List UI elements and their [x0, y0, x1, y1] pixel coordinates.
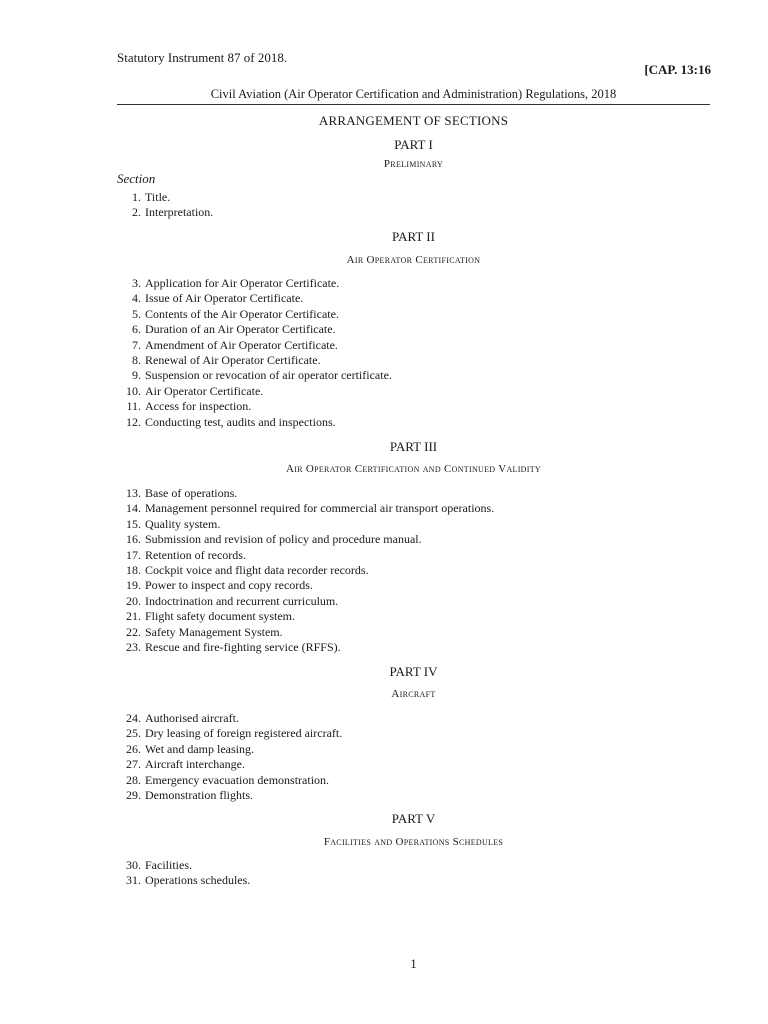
list-item [117, 873, 710, 888]
list-item [117, 548, 710, 563]
section-title: Title. [145, 190, 171, 204]
section-title: Quality system. [145, 516, 221, 531]
section-title: Submission and revision of policy and procedure manual. [145, 532, 422, 547]
list-item [117, 190, 710, 205]
section-number: 30. [126, 858, 141, 872]
list-item [117, 640, 710, 655]
section-column-label: Section [117, 171, 156, 186]
header-rule [117, 104, 710, 105]
list-item [117, 742, 710, 757]
section-number: 11. [126, 399, 141, 414]
section-title: Retention of records. [145, 547, 246, 562]
section-number: 7. [132, 337, 141, 352]
section-title: Cockpit voice and flight data recorder records. [145, 562, 369, 577]
section-number: 16. [126, 532, 141, 547]
section-title: Power to inspect and copy records. [145, 578, 313, 593]
section-number: 22. [126, 624, 141, 639]
part-4-list [117, 711, 710, 803]
section-number: 19. [126, 578, 141, 593]
section-number: 21. [126, 609, 141, 624]
section-title: Contents of the Air Operator Certificate. [145, 306, 339, 321]
list-item [117, 276, 710, 291]
section-number: 14. [126, 501, 141, 516]
section-title: Amendment of Air Operator Certificate. [145, 337, 338, 352]
section-title: Authorised aircraft. [145, 711, 239, 725]
section-title: Dry leasing of foreign registered aircraft. [145, 726, 343, 741]
section-title: Interpretation. [145, 205, 214, 220]
section-title: Emergency evacuation demonstration. [145, 772, 330, 787]
section-number: 18. [126, 562, 141, 577]
part-1-heading: PART I [394, 137, 433, 152]
section-number: 1. [132, 190, 141, 204]
section-title: Application for Air Operator Certificate. [145, 276, 340, 290]
section-number: 20. [126, 593, 141, 608]
list-item [117, 726, 710, 741]
section-number: 6. [132, 322, 141, 337]
section-title: Base of operations. [145, 486, 238, 500]
section-number: 10. [126, 383, 141, 398]
section-title: Demonstration flights. [145, 787, 253, 802]
part-2-list [117, 276, 710, 430]
section-title: Wet and damp leasing. [145, 741, 255, 756]
section-number: 28. [126, 772, 141, 787]
list-item [117, 711, 710, 726]
section-title: Access for inspection. [145, 399, 252, 414]
list-item [117, 773, 710, 788]
section-title: Renewal of Air Operator Certificate. [145, 352, 321, 367]
section-title: Air Operator Certificate. [145, 383, 264, 398]
section-number: 2. [132, 205, 141, 220]
section-number: 8. [132, 352, 141, 367]
section-title: Suspension or revocation of air operator certificate. [145, 368, 392, 383]
part-5-list [117, 858, 710, 889]
section-title: Management personnel required for commercial air transport operations. [145, 501, 495, 516]
section-number: 23. [126, 639, 141, 654]
list-item [117, 399, 710, 414]
part-1-title: Preliminary [383, 158, 444, 170]
list-item [117, 501, 710, 516]
section-title: Rescue and fire-fighting service (RFFS). [145, 639, 341, 654]
list-item [117, 338, 710, 353]
part-3-title: Air Operator Certification and Continued Validity [285, 463, 541, 475]
section-number: 3. [132, 276, 141, 290]
arrangement-heading: ARRANGEMENT OF SECTIONS [318, 113, 509, 128]
list-item [117, 517, 710, 532]
part-2-heading: PART II [392, 229, 435, 244]
list-item [117, 486, 710, 501]
list-item [117, 578, 710, 593]
section-number: 12. [126, 414, 141, 429]
part-3-list [117, 486, 710, 655]
list-item [117, 757, 710, 772]
list-item [117, 625, 710, 640]
regulation-title: Civil Aviation (Air Operator Certification and Administration) Regulations, 2018 [210, 87, 617, 101]
section-number: 9. [132, 368, 141, 383]
section-title: Indoctrination and recurrent curriculum. [145, 593, 339, 608]
section-number: 4. [132, 291, 141, 306]
section-number: 25. [126, 726, 141, 741]
section-title: Aircraft interchange. [145, 757, 245, 772]
part-4-title: Aircraft [391, 688, 436, 700]
section-title: Operations schedules. [145, 873, 251, 888]
list-item [117, 415, 710, 430]
section-title: Conducting test, audits and inspections. [145, 414, 336, 429]
page-number: 1 [410, 956, 417, 971]
part-1-list [117, 190, 710, 221]
list-item [117, 291, 710, 306]
part-5-title: Facilities and Operations Schedules [323, 836, 504, 848]
list-item [117, 384, 710, 399]
section-number: 27. [126, 757, 141, 772]
list-item [117, 532, 710, 547]
list-item [117, 368, 710, 383]
part-2-title: Air Operator Certification [346, 254, 481, 266]
list-item [117, 609, 710, 624]
section-number: 26. [126, 741, 141, 756]
list-item [117, 594, 710, 609]
part-5-heading: PART V [391, 811, 436, 826]
part-4-heading: PART IV [389, 664, 438, 679]
section-number: 5. [132, 306, 141, 321]
section-number: 29. [126, 787, 141, 802]
section-number: 31. [126, 873, 141, 888]
list-item [117, 788, 710, 803]
section-title: Duration of an Air Operator Certificate. [145, 322, 336, 337]
list-item [117, 858, 710, 873]
section-number: 13. [126, 486, 141, 500]
section-title: Facilities. [145, 858, 192, 872]
section-number: 15. [126, 516, 141, 531]
section-title: Flight safety document system. [145, 609, 295, 624]
list-item [117, 353, 710, 368]
instrument-number: Statutory Instrument 87 of 2018. [117, 50, 288, 65]
section-title: Safety Management System. [145, 624, 283, 639]
part-3-heading: PART III [389, 439, 438, 454]
section-title: Issue of Air Operator Certificate. [145, 291, 304, 306]
list-item [117, 563, 710, 578]
section-number: 17. [126, 547, 141, 562]
list-item [117, 205, 710, 220]
section-number: 24. [126, 711, 141, 725]
list-item [117, 322, 710, 337]
list-item [117, 307, 710, 322]
chapter-reference: [CAP. 13:16 [644, 62, 711, 77]
